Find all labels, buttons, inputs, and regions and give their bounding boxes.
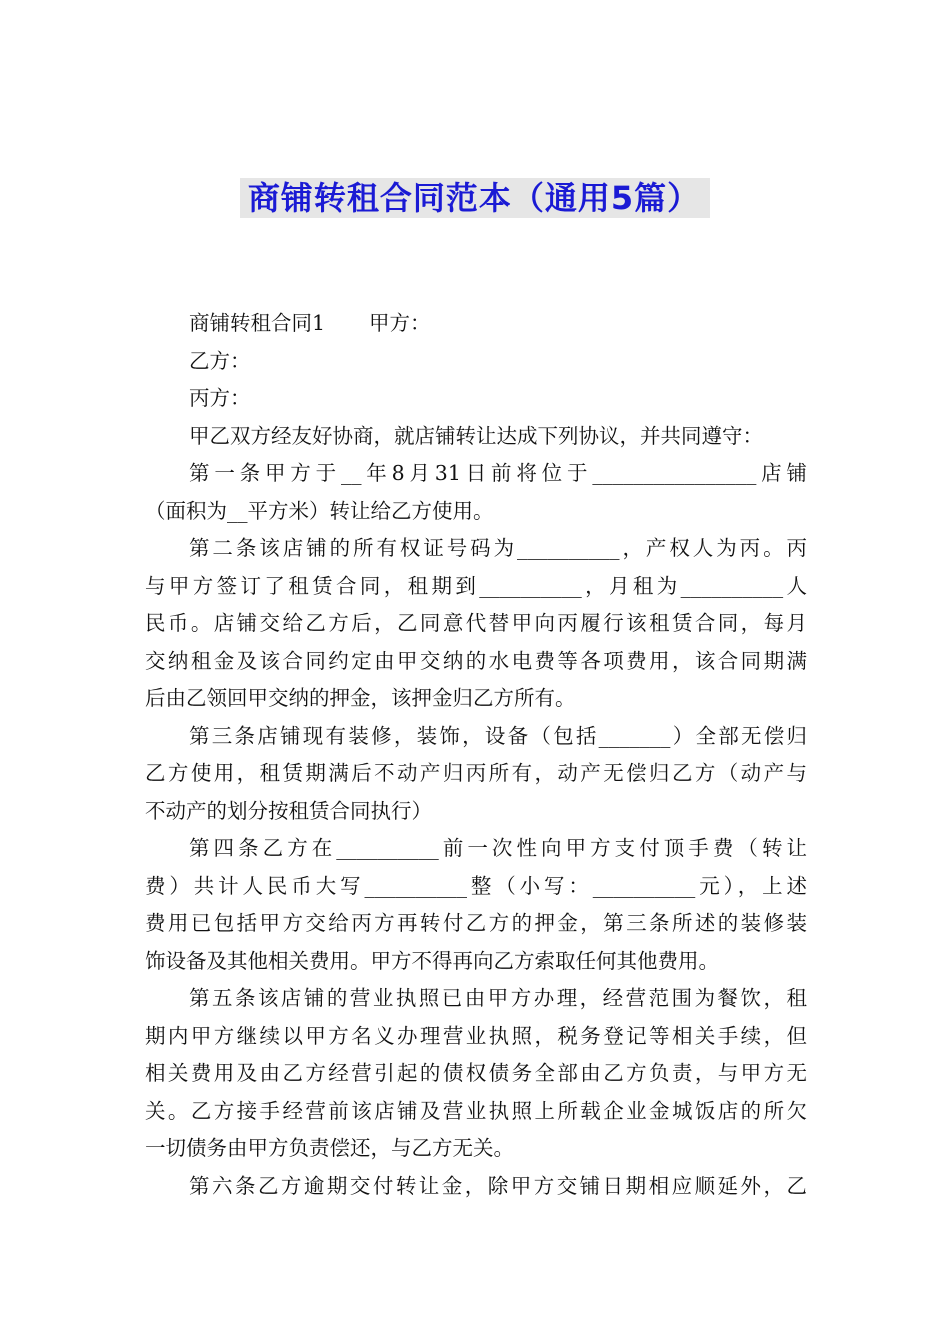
- text-line-content: 商铺转租合同1: [189, 311, 326, 335]
- text-line-content: 丙方：: [189, 386, 251, 410]
- text-line-content: 期内甲方继续以甲方名义办理营业执照，税务登记等相关手续，但: [145, 1023, 807, 1048]
- text-line: [145, 1093, 807, 1131]
- text-line: [145, 1130, 807, 1168]
- text-line: [145, 605, 807, 643]
- text-line: [145, 680, 807, 718]
- text-line-content: 民币。店铺交给乙方后，乙同意代替甲向丙履行该租赁合同，每月: [145, 611, 807, 635]
- text-line-content: 费）共计人民币大写__________整（小写：__________元），上述: [145, 873, 807, 898]
- text-line: [145, 343, 807, 381]
- text-line-content: 相关费用及由乙方经营引起的债权债务全部由乙方负责，与甲方无: [145, 1061, 807, 1085]
- text-line-content: 第五条该店铺的营业执照已由甲方办理，经营范围为餐饮，租: [189, 986, 807, 1010]
- text-line: [145, 943, 807, 981]
- text-line-content: 第六条乙方逾期交付转让金，除甲方交铺日期相应顺延外，乙: [189, 1173, 807, 1198]
- text-line-content: 饰设备及其他相关费用。甲方不得再向乙方索取任何其他费用。: [145, 948, 719, 973]
- text-line-content: 第二条该店铺的所有权证号码为__________，产权人为丙。丙: [189, 536, 807, 560]
- text-line: [145, 1055, 807, 1093]
- text-line: [145, 305, 807, 343]
- text-line: [145, 905, 807, 943]
- text-line-content: 第四条乙方在__________前一次性向甲方支付顶手费（转让: [189, 836, 807, 860]
- document-title: 商铺转租合同范本（通用5篇）: [240, 178, 710, 218]
- document-body: [145, 305, 807, 1205]
- text-line-content: 乙方：: [189, 348, 251, 373]
- text-line: [145, 1168, 807, 1206]
- text-line: [145, 380, 807, 418]
- text-line-content: 甲乙双方经友好协商，就店铺转让达成下列协议，并共同遵守：: [189, 423, 763, 448]
- text-line-content: 不动产的划分按租赁合同执行）: [145, 798, 432, 823]
- text-line: [145, 755, 807, 793]
- text-line: [145, 418, 807, 456]
- text-line: [145, 718, 807, 756]
- party-a-label: 甲方：: [369, 311, 431, 335]
- text-line-content: 乙方使用，租赁期满后不动产归丙所有，动产无偿归乙方（动产与: [145, 761, 807, 785]
- text-line: [145, 493, 807, 531]
- text-line-content: 第三条店铺现有装修，装饰，设备（包括_______）全部无偿归: [189, 723, 807, 748]
- text-line-content: 关。乙方接手经营前该店铺及营业执照上所载企业金城饭店的所欠: [145, 1098, 807, 1123]
- text-line: [145, 980, 807, 1018]
- text-line: [145, 568, 807, 606]
- text-line-content: 与甲方签订了租赁合同，租期到__________，月租为__________人: [145, 573, 807, 598]
- title-area: [0, 178, 950, 218]
- text-line: [145, 455, 807, 493]
- text-line: [145, 793, 807, 831]
- text-line: [145, 1018, 807, 1056]
- text-line-content: 后由乙领回甲交纳的押金，该押金归乙方所有。: [145, 686, 576, 710]
- text-line: [145, 643, 807, 681]
- text-line-content: 交纳租金及该合同约定由甲交纳的水电费等各项费用，该合同期满: [145, 648, 807, 673]
- text-line: [145, 830, 807, 868]
- text-line-content: （面积为__平方米）转让给乙方使用。: [145, 498, 494, 523]
- text-line-content: 第一条甲方于__年8月31日前将位于________________店铺: [189, 461, 807, 485]
- text-line-content: 费用已包括甲方交给丙方再转付乙方的押金，第三条所述的装修装: [145, 911, 807, 935]
- text-line: [145, 530, 807, 568]
- text-line: [145, 868, 807, 906]
- text-line-content: 一切债务由甲方负责偿还，与乙方无关。: [145, 1136, 514, 1160]
